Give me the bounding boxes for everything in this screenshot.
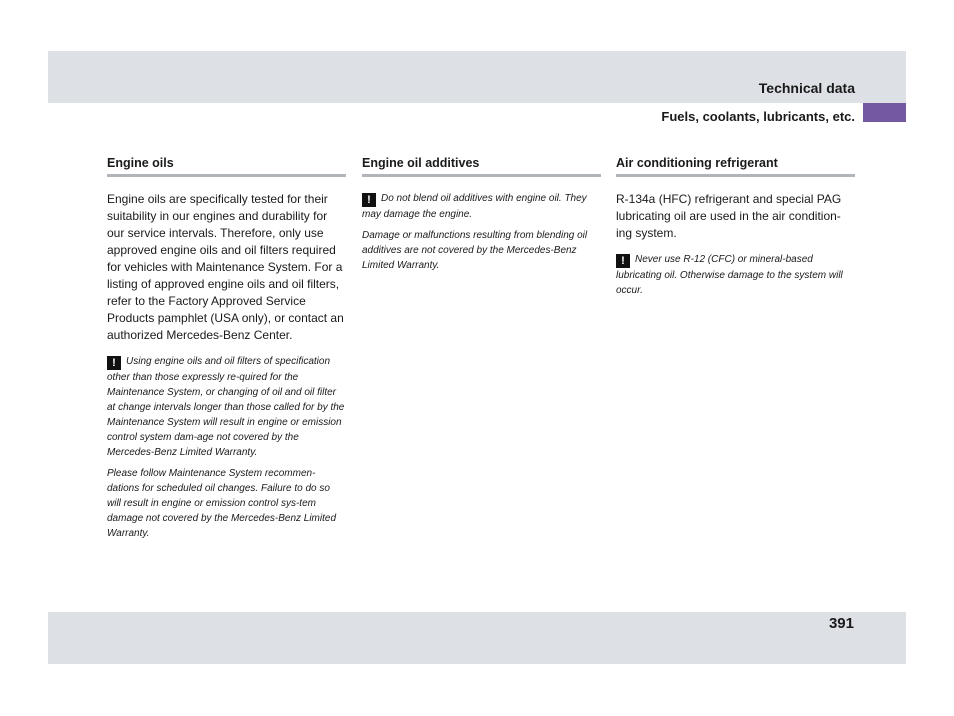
column-air-conditioning-refrigerant [616, 156, 855, 298]
column-engine-oils [107, 156, 346, 541]
warning-note [616, 252, 855, 298]
warning-text: Using engine oils and oil filters of specification other than those expressly re-quired for the Maintenance System, or changing of oil and oil filter at change intervals longer than those called for by the Maintenance System will result in engine or emission control system dam-age not covered by the Mercedes-Benz Limited Warranty. [107, 356, 345, 458]
footer-band [48, 612, 906, 664]
note-paragraph: Damage or malfunctions resulting from blending oil additives are not covered by the Mercedes-Benz Limited Warranty. [362, 230, 588, 271]
warning-icon: ! [107, 356, 121, 370]
note-paragraph: Please follow Maintenance System recommen-dations for scheduled oil changes. Failure to do so will result in engine or emission control sys-tem damage not covered by the Mercedes-Benz Limited Warranty. [107, 468, 337, 539]
column-heading: Air conditioning refrigerant [616, 156, 855, 177]
section-title: Technical data [758, 80, 855, 96]
warning-icon: ! [616, 254, 630, 268]
body-paragraph: Engine oils are specifically tested for their suitability in our engines and durability for our service intervals. Therefore, only use approved engine oils and oil filters required for vehicles with Maintenance System. For a listing of approved engine oils and oil filters, refer to the Factory Approved Service Products pamphlet (USA only), or contact an authorized Mercedes-Benz Center. [107, 192, 344, 342]
warning-text: Never use R-12 (CFC) or mineral-based lubricating oil. Otherwise damage to the system will occur. [616, 254, 843, 296]
section-thumb-tab [863, 103, 906, 122]
body-paragraph: R-134a (HFC) refrigerant and special PAG lubricating oil are used in the air condition-ing system. [616, 192, 842, 240]
column-engine-oil-additives [362, 156, 601, 273]
page-number: 391 [828, 615, 854, 632]
warning-text: Do not blend oil additives with engine oil. They may damage the engine. [362, 193, 587, 220]
warning-note [362, 191, 601, 222]
warning-note [107, 354, 346, 460]
column-heading: Engine oil additives [362, 156, 601, 177]
subsection-title: Fuels, coolants, lubricants, etc. [661, 109, 855, 124]
column-heading: Engine oils [107, 156, 346, 177]
warning-icon: ! [362, 193, 376, 207]
